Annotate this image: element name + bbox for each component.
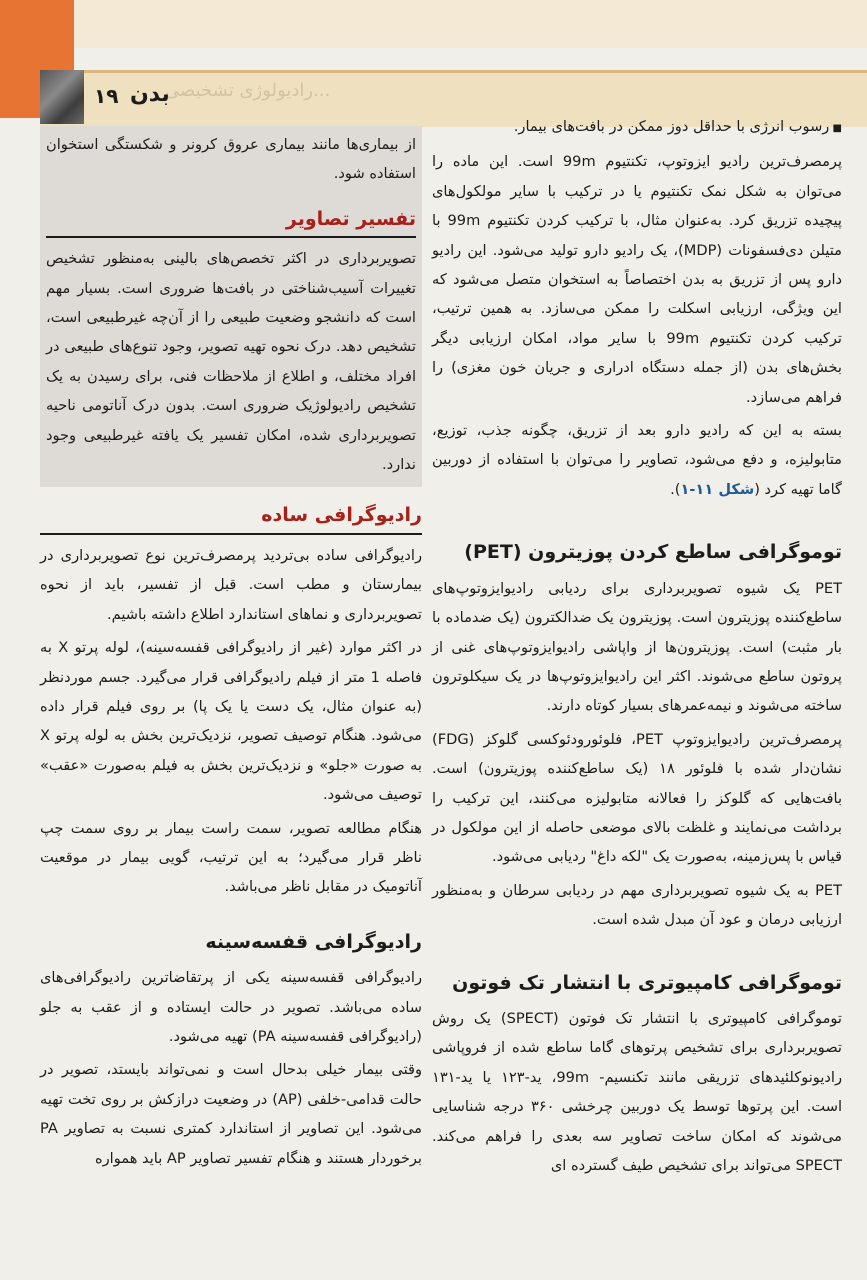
paragraph: در اکثر موارد (غیر از رادیوگرافی قفسه‌سینه)، لوله پرتو X به فاصله 1 متر از فیلم رادیوگرافی قرار می‌گیرد. جسم موردنظر (به عنوان مثال، یک دست یا یک پا) بر روی فیلم قرار داده می‌شود. هنگام توصیف تصویر، نزدیک‌ترین بخش به لوله پرتو X به صورت «جلو» و نزدیک‌ترین بخش به فیلم به‌صورت «عقب» توصیف می‌شود. <box>40 639 423 804</box>
next-page-edge <box>74 0 867 48</box>
bullet-item <box>432 112 842 143</box>
section-heading-chest-radiography: رادیوگرافی قفسه‌سینه <box>205 930 422 953</box>
section-heading-image-interpretation: تفسیر تصاویر <box>46 205 416 238</box>
page-number: ۱۹ <box>94 84 119 108</box>
chapter-title: بدن <box>130 82 170 107</box>
paragraph: از بیماری‌ها مانند بیماری عروق کرونر و شکستگی استخوان استفاده شود. <box>46 136 416 183</box>
paragraph: پرمصرف‌ترین رادیوایزوتوپ PET، فلوئورودئوکسی گلوکز (FDG) نشان‌دار شده با فلوئور ۱۸ (یک ساطع‌کننده پوزیترون) است. بافت‌هایی که گلوکز را فعالانه متابولیزه می‌کنند، این ترکیب را برداشت می‌نمایند و غلظت بالای موضعی حاصله از این مولکول در قیاس با پس‌زمینه، به‌صورت یک "لکه داغ" ردیابی می‌شود. <box>432 730 842 866</box>
bullet-text: رسوب انرژی با حداقل دوز ممکن در بافت‌های بیمار. <box>513 118 830 135</box>
paragraph-text: ). <box>670 480 681 498</box>
paragraph: PET یک شیوه تصویربرداری برای ردیابی رادیوایزوتوپ‌های ساطع‌کننده پوزیترون است. پوزیترون یک ضدالکترون (یک ضدماده با بار مثبت) است. پوزیترون‌ها از واپاشی رادیوایزوتوپ‌های غنی از پروتون ساطع می‌شوند. اکثر این رادیوایزوتوپ‌ها در یک سیکلوترون ساخته می‌شوند و نیمه‌عمرهای بسیار کوتاه دارند. <box>432 579 842 715</box>
section-heading-pet: توموگرافی ساطع کردن پوزیترون (PET) <box>464 541 842 564</box>
paragraph: وقتی بیمار خیلی بدحال است و نمی‌تواند بایستد، تصویر در حالت قدامی-خلفی (AP) در وضعیت درازکش بر روی تخت تهیه می‌شود. این تصاویر از استاندارد کمتری نسبت به تصاویر PA برخوردار هستند و هنگام تفسیر تصاویر AP باید همواره <box>40 1061 422 1167</box>
paragraph: رادیوگرافی قفسه‌سینه یکی از پرتقاضاترین رادیوگرافی‌های ساده می‌باشد. تصویر در حالت ایستاده و از عقب به جلو (رادیوگرافی قفسه‌سینه PA) تهیه می‌شود. <box>40 969 422 1045</box>
section-heading-plain-radiography: رادیوگرافی ساده <box>40 501 422 534</box>
paragraph-text: بسته به این که رادیو دارو بعد از تزریق، چگونه جذب، توزیع، متابولیزه، و دفع می‌شود، تصاویر را می‌توان با استفاده از دوربین گاما تهیه کرد ( <box>432 422 842 498</box>
paragraph: رادیوگرافی ساده بی‌تردید پرمصرف‌ترین نوع تصویربرداری در بیمارستان و مطب است. قبل از تفسیر، باید از نحوه تصویربرداری و نماهای استاندارد اطلاع داشته باشیم. <box>40 546 422 623</box>
paragraph: PET به یک شیوه تصویربرداری مهم در ردیابی سرطان و به‌منظور ارزیابی درمان و عود آن مبدل شده است. <box>432 881 842 929</box>
paragraph: هنگام مطالعه تصویر، سمت راست بیمار بر روی سمت چپ ناظر قرار می‌گیرد؛ به این ترتیب، گویی بیمار در موقعیت آناتومیک در مقابل ناظر می‌باشد. <box>40 819 422 896</box>
left-column <box>40 126 422 1177</box>
paragraph <box>432 416 842 504</box>
paragraph: پرمصرف‌ترین رادیو ایزوتوپ، تکنتیوم 99m است. این ماده را می‌توان به شکل نمک تکنتیوم یا در ترکیب با سایر مولکول‌های پیچیده تزریق کرد. به‌عنوان مثال، با ترکیب کردن تکنتیوم 99m با متیلن دی‌فسفونات (MDP)، یک رادیو دارو تولید می‌شود. این رادیو دارو پس از تزریق به بدن اختصاصاً به استخوان متصل می‌شود که این ویژگی، ارزیابی اسکلت را ممکن می‌سازد. به همین ترتیب، ترکیب کردن تکنتیوم 99m با سایر مواد، امکان ارزیابی دیگر بخش‌های بدن (از جمله دستگاه ادراری و جریان خون مغزی) را فراهم می‌سازد. <box>432 153 843 406</box>
figure-reference-link[interactable]: شکل ۱۱-۱ <box>680 480 755 498</box>
shaded-box <box>40 126 422 487</box>
paragraph: تصویربرداری در اکثر تخصص‌های بالینی به‌منظور تشخیص تغییرات آسیب‌شناختی در بافت‌ها ضروری است. بسیار مهم است که دانشجو وضعیت طبیعی را از آن‌چه غیرطبیعی است، تشخیص دهد. درک نحوه تهیه تصویر، وجود تنوع‌های طبیعی در افراد مختلف، و اطلاع از ملاحظات فنی، برای رسیدن به یک تشخیص رادیولوژیک ضروری است. بدون درک آناتومی ناحیه تصویربرداری شده، امکان تفسیر یک یافته غیرطبیعی وجود ندارد. <box>46 250 416 474</box>
chapter-thumbnail-image <box>40 70 84 124</box>
header-background-text: ...رادیولوژی تشخیصی <box>165 80 331 101</box>
paragraph: توموگرافی کامپیوتری با انتشار تک فوتون (SPECT) یک روش تصویربرداری برای تشخیص پرتوهای گاما ساطع شده از فروپاشی رادیونوکلئیدهای تزریقی مانند تکنسیم- 99m، ید-۱۲۳ یا ید-۱۳۱ است. این پرتوها توسط یک دوربین چرخشی ۳۶۰ درجه شناسایی می‌شوند که امکان ساخت تصاویر سه بعدی را فراهم می‌کند. SPECT می‌تواند برای تشخیص طیف گسترده ای <box>432 1009 843 1174</box>
section-heading-spect: توموگرافی کامپیوتری با انتشار تک فوتون <box>452 971 842 994</box>
right-column <box>432 112 842 1184</box>
